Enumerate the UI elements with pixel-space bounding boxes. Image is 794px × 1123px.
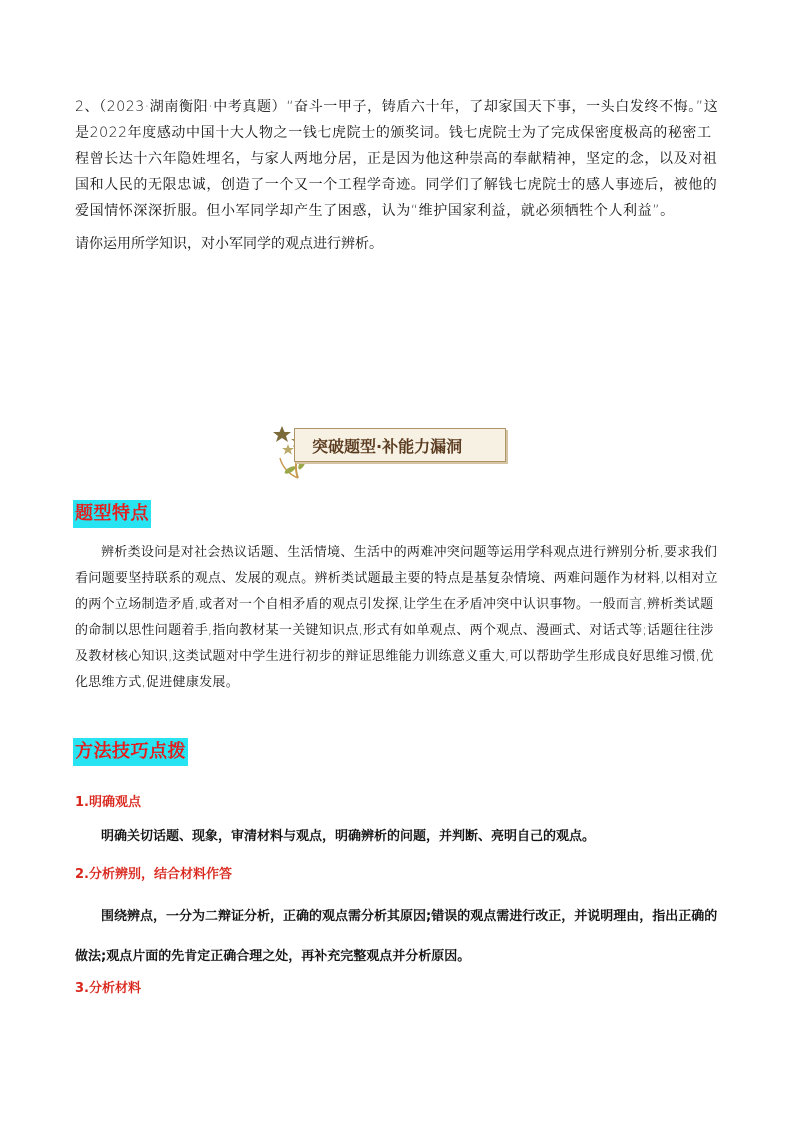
- step2-body: 围绕辨点，一分为二辩证分析，正确的观点需分析其原因;错误的观点需进行改正，并说明理由，指出正确的做法;观点片面的先肯定正确合理之处，再补充完整观点并分析原因。: [75, 909, 718, 964]
- methods-heading: 方法技巧点拨: [73, 738, 188, 766]
- step1-body: 明确关切话题、现象，审清材料与观点，明确辨析的问题，并判断、亮明自己的观点。: [101, 829, 596, 844]
- question-prompt: 请你运用所学知识，对小军同学的观点进行辨析。: [75, 236, 383, 252]
- section-banner: [268, 420, 508, 482]
- step3-title: 3.分析材料: [75, 981, 141, 996]
- question-paragraph: 2、（2023·湖南衡阳·中考真题）“奋斗一甲子，铸盾六十年，了却家国天下事，一头白发终不悔。”这是2022年度感动中国十大人物之一钱七虎院士的颁奖词。钱七虎院士为了完成保密度极高的秘密工程曾长达十六年隐姓埋名，与家人两地分居，正是因为他这种崇高的奉献精神，坚定的念，以及对祖国和人民的无限忠诚，创造了一个又一个工程学奇迹。同学们了解钱七虎院士的感人事迹后，被他的爱国情怀深深折服。但小军同学却产生了困惑，认为“维护国家利益，就必须牺牲个人利益”。: [75, 99, 719, 219]
- features-heading: 题型特点: [73, 500, 151, 528]
- banner-title: 突破题型·补能力漏洞: [312, 437, 463, 456]
- step1-title: 1.明确观点: [75, 795, 141, 810]
- step2-title: 2.分析辨别，结合材料作答: [75, 867, 232, 882]
- features-body: 辨析类设问是对社会热议话题、生活情境、生活中的两难冲突问题等运用学科观点进行辨别分析,要求我们看问题要坚持联系的观点、发展的观点。辨析类试题最主要的特点是基复杂情境、两难问题作为材料,以相对立的两个立场制造矛盾,或者对一个自相矛盾的观点引发探,让学生在矛盾冲突中认识事物。一般而言,辨析类试题的命制以思性问题着手,指向教材某一关键知识点,形式有如单观点、两个观点、漫画式、对话式等;话题往往涉及教材核心知识,这类试题对中学生进行初步的辩证思维能力训练意义重大,可以帮助学生形成良好思维习惯,优化思维方式,促进健康发展。: [75, 545, 718, 690]
